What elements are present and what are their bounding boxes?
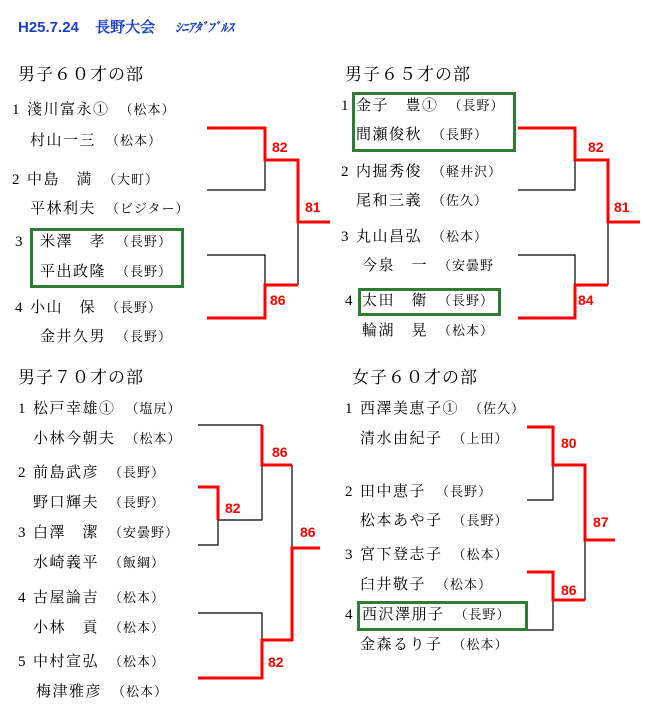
player-row <box>40 233 172 251</box>
player-row <box>40 263 172 281</box>
seed-number: 2 <box>341 164 349 180</box>
player-row <box>33 653 165 671</box>
player-row <box>27 101 176 119</box>
player-name: 金子 豊① <box>356 98 439 114</box>
player-club: （安曇野 <box>438 258 495 273</box>
match-score: 82 <box>272 139 288 155</box>
player-club: （長野） <box>106 300 163 315</box>
player-name: 宮下登志子 <box>360 547 443 563</box>
match-score: 81 <box>305 199 321 215</box>
player-name: 田中恵子 <box>360 484 427 500</box>
player-name: 水崎義平 <box>33 555 100 571</box>
player-row <box>360 400 525 418</box>
player-club: （軽井沢） <box>432 164 503 179</box>
player-row <box>30 200 190 218</box>
player-name: 村山一三 <box>30 133 97 149</box>
player-row <box>362 292 494 310</box>
player-row <box>356 192 488 210</box>
section-heading: 男子６０才の部 <box>18 65 144 84</box>
match-score: 82 <box>588 139 604 155</box>
player-club: （長野） <box>109 495 166 510</box>
player-row <box>33 430 182 448</box>
seed-number: 3 <box>345 547 353 563</box>
player-row <box>33 464 165 482</box>
title-event: 長野大会 <box>95 19 156 36</box>
player-row <box>360 483 492 501</box>
player-club: （松本） <box>109 654 166 669</box>
player-club: （長野） <box>436 484 493 499</box>
player-club: （松本） <box>432 229 489 244</box>
player-club: （長野） <box>116 329 173 344</box>
player-name: 小林今朝夫 <box>33 431 116 447</box>
player-name: 金井久男 <box>40 329 107 345</box>
winner-line <box>518 285 608 318</box>
match-score: 80 <box>561 435 577 451</box>
match-score: 86 <box>300 524 316 540</box>
player-club: （長野） <box>116 234 173 249</box>
player-name: 松本あや子 <box>360 513 443 529</box>
bracket-line <box>198 613 262 640</box>
section-heading: 女子６０才の部 <box>352 368 478 387</box>
bracket-line <box>518 160 575 190</box>
bracket-line <box>198 520 218 545</box>
seed-number: 1 <box>341 98 349 114</box>
bracket-line <box>518 255 575 285</box>
player-club: （長野） <box>109 465 166 480</box>
player-row <box>33 554 165 572</box>
player-row <box>360 512 509 530</box>
player-row <box>33 494 165 512</box>
player-name: 中村宣弘 <box>33 654 100 670</box>
player-name: 平林利夫 <box>30 201 97 217</box>
seed-number: 1 <box>345 401 353 417</box>
player-name: 清水由紀子 <box>360 431 443 447</box>
player-club: （松本） <box>112 684 169 699</box>
player-row <box>360 546 509 564</box>
player-club: （長野） <box>116 264 173 279</box>
player-row <box>40 328 172 346</box>
player-row <box>356 228 488 246</box>
player-club: （安曇野） <box>109 525 180 540</box>
player-club: （長野） <box>452 513 509 528</box>
player-name: 金森るり子 <box>360 637 443 653</box>
player-club: （松本） <box>109 620 166 635</box>
seed-number: 4 <box>18 590 26 606</box>
player-name: 輪湖 晃 <box>362 323 429 339</box>
title-date: H25.7.24 <box>18 19 79 36</box>
player-club: （長野） <box>448 98 505 113</box>
player-name: 小山 保 <box>30 300 97 316</box>
match-score: 84 <box>578 292 594 308</box>
seed-number: 2 <box>345 484 353 500</box>
player-row <box>356 97 505 115</box>
seed-number: 5 <box>18 654 26 670</box>
player-row <box>360 576 492 594</box>
player-row <box>356 126 488 144</box>
player-name: 平出政隆 <box>40 264 107 280</box>
seed-number: 2 <box>18 465 26 481</box>
title-category: ｼﾆｱﾀﾞﾌﾞﾙｽ <box>175 20 234 35</box>
player-name: 尾和三義 <box>356 193 423 209</box>
match-score: 82 <box>268 654 284 670</box>
player-club: （上田） <box>452 431 509 446</box>
seed-number: 3 <box>341 229 349 245</box>
match-score: 86 <box>561 582 577 598</box>
match-score: 82 <box>225 500 241 516</box>
player-row <box>362 322 494 340</box>
seed-number: 2 <box>12 172 20 188</box>
seed-number: 3 <box>18 525 26 541</box>
player-name: 内掘秀俊 <box>356 164 423 180</box>
player-name: 米澤 孝 <box>40 234 107 250</box>
player-club: （佐久） <box>432 193 489 208</box>
player-name: 前島武彦 <box>33 465 100 481</box>
player-row <box>362 606 511 624</box>
player-row <box>360 430 509 448</box>
bracket-line <box>207 255 265 285</box>
seed-number: 4 <box>345 607 353 623</box>
seed-number: 3 <box>15 234 23 250</box>
player-row <box>356 163 502 181</box>
player-row <box>30 132 162 150</box>
player-club: （松本） <box>438 323 495 338</box>
winner-line <box>198 487 218 520</box>
player-name: 白澤 潔 <box>33 525 100 541</box>
player-row <box>360 636 509 654</box>
player-club: （長野） <box>438 293 495 308</box>
player-club: （塩尻） <box>125 401 182 416</box>
section-heading: 男子７０才の部 <box>18 368 144 387</box>
bracket-line <box>527 465 553 500</box>
player-row <box>362 257 494 275</box>
player-name: 太田 衛 <box>362 293 429 309</box>
player-club: （松本） <box>436 577 493 592</box>
seed-number: 4 <box>15 300 23 316</box>
player-name: 臼井敬子 <box>360 577 427 593</box>
player-row <box>33 524 179 542</box>
player-name: 小林 貢 <box>33 620 100 636</box>
player-row <box>27 171 159 189</box>
bracket-line <box>527 600 553 630</box>
player-club: （松本） <box>106 133 163 148</box>
player-club: （大町） <box>103 172 160 187</box>
player-name: 古屋論吉 <box>33 590 100 606</box>
player-club: （松本） <box>119 102 176 117</box>
player-row <box>33 400 182 418</box>
match-score: 87 <box>593 514 609 530</box>
seed-number: 4 <box>345 293 353 309</box>
player-name: 西沢澤朋子 <box>362 607 445 623</box>
player-row <box>33 589 165 607</box>
player-club: （佐久） <box>469 401 526 416</box>
player-name: 丸山昌弘 <box>356 229 423 245</box>
match-score: 86 <box>270 292 286 308</box>
player-club: （松本） <box>125 431 182 446</box>
bracket-section-m60 <box>207 128 330 318</box>
player-club: （松本） <box>452 547 509 562</box>
seed-number: 1 <box>18 401 26 417</box>
player-name: 中島 満 <box>27 172 94 188</box>
player-name: 梅津雅彦 <box>36 684 103 700</box>
player-name: 松戸幸雄① <box>33 401 116 417</box>
bracket-section-m65 <box>518 128 640 318</box>
player-club: （松本） <box>109 590 166 605</box>
player-club: （長野） <box>454 607 511 622</box>
seed-number: 1 <box>12 102 20 118</box>
player-name: 野口輝夫 <box>33 495 100 511</box>
bracket-line <box>207 160 265 190</box>
player-row <box>36 683 168 701</box>
player-name: 今泉 一 <box>362 258 429 274</box>
player-club: （ビジター） <box>106 201 190 216</box>
player-name: 西澤美恵子① <box>360 401 460 417</box>
player-club: （長野） <box>432 127 489 142</box>
bracket-section-m70 <box>198 425 320 678</box>
match-score: 81 <box>614 199 630 215</box>
player-name: 間瀬俊秋 <box>356 127 423 143</box>
match-score: 86 <box>272 444 288 460</box>
player-club: （松本） <box>452 637 509 652</box>
player-name: 淺川富永① <box>27 102 110 118</box>
player-row <box>30 299 162 317</box>
player-club: （飯綱） <box>109 555 166 570</box>
section-heading: 男子６５才の部 <box>345 65 471 84</box>
player-row <box>33 619 165 637</box>
